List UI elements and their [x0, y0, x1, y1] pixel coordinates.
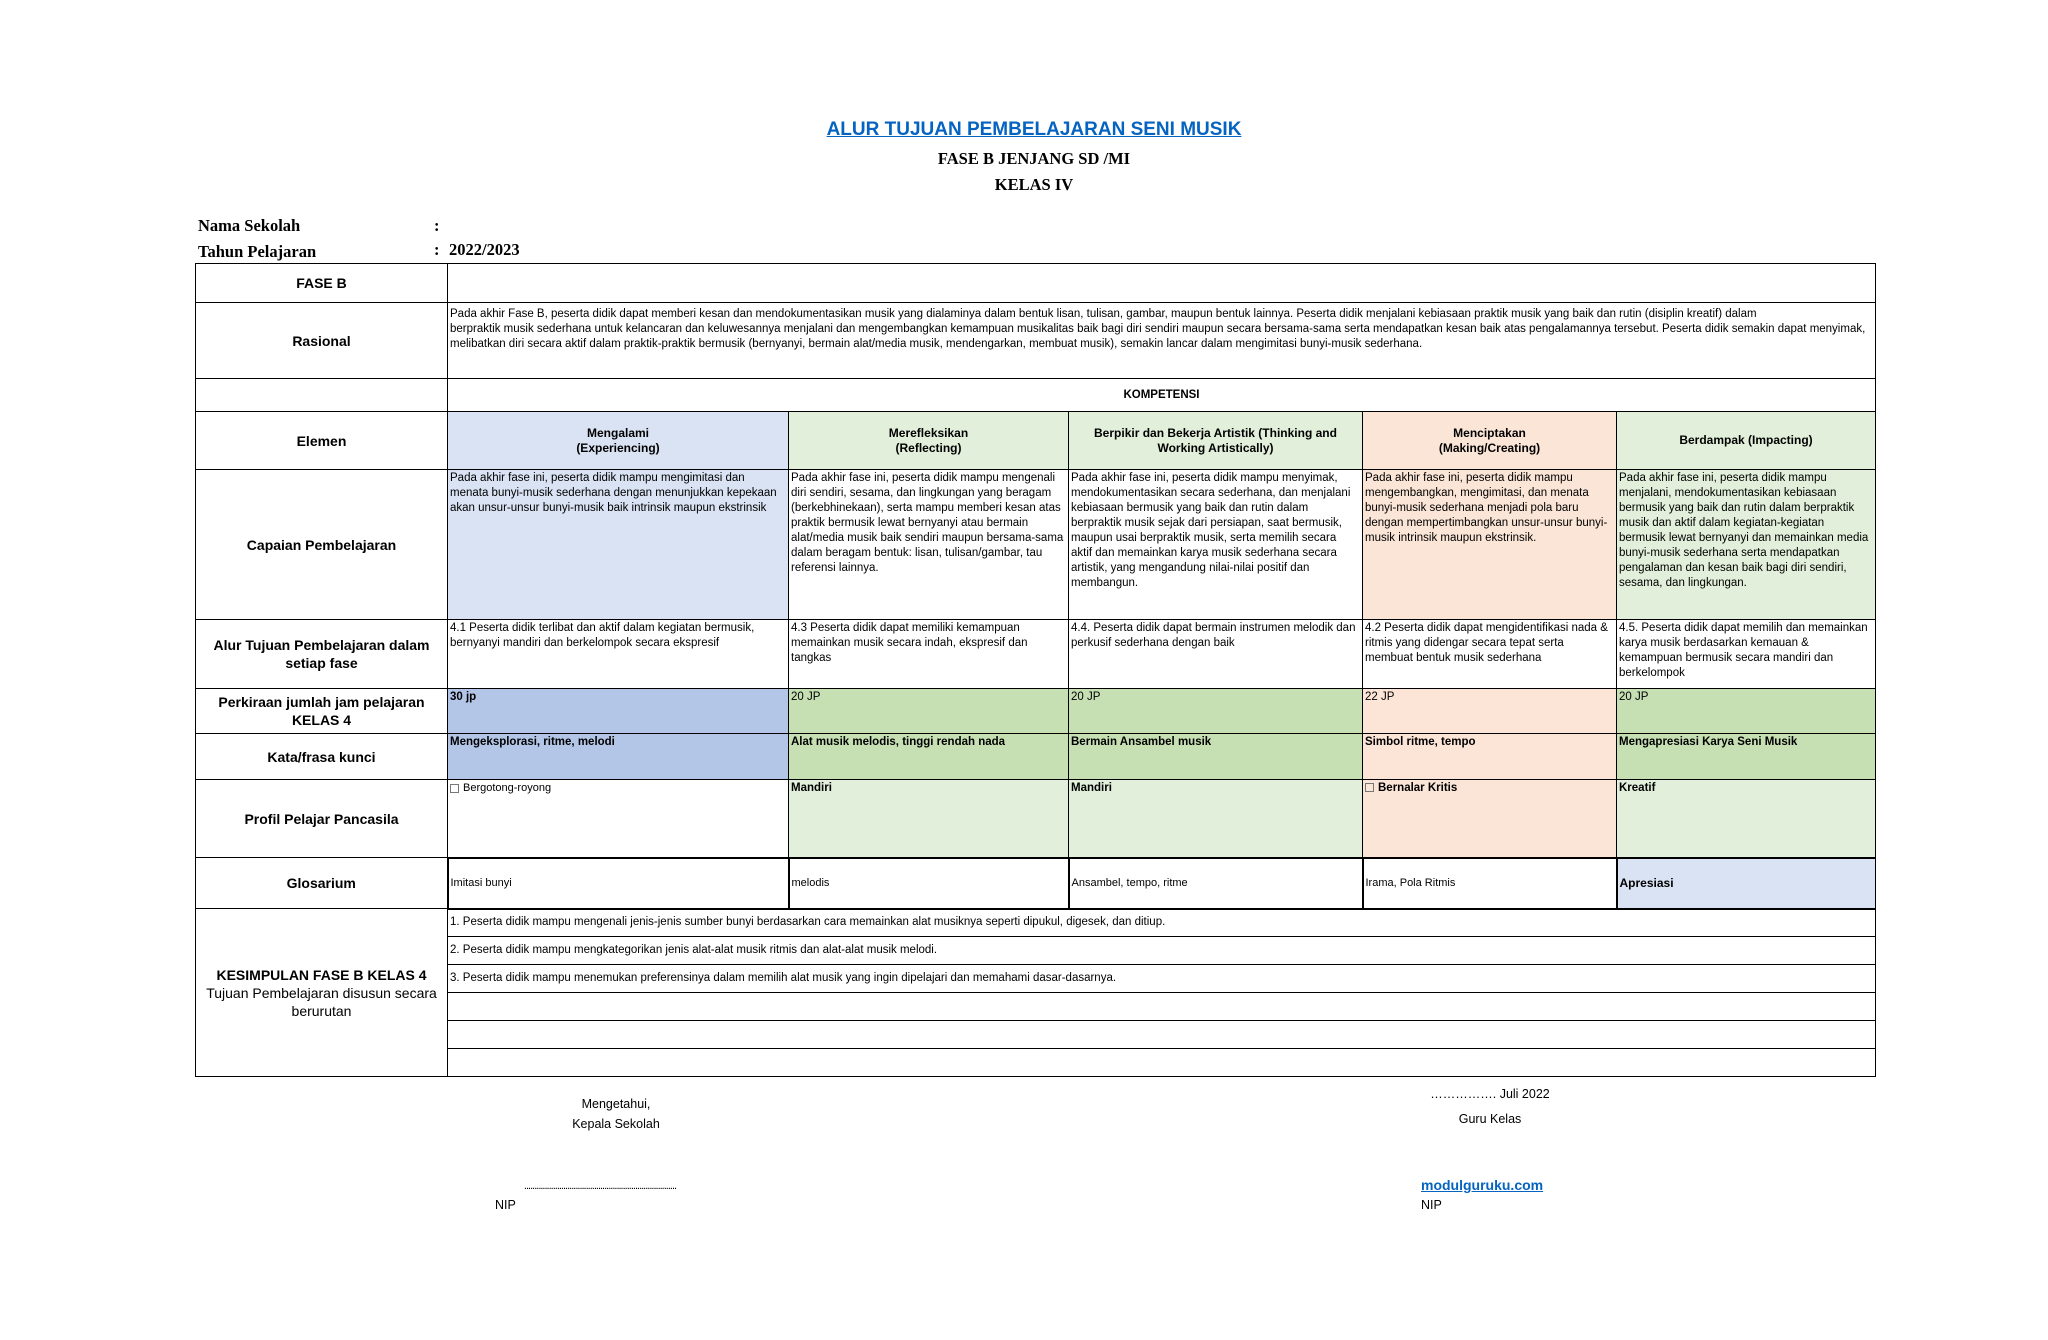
kesimpulan-title: KESIMPULAN FASE B KELAS 4	[216, 966, 427, 983]
page-subtitle-kelas: KELAS IV	[994, 175, 1074, 194]
modulguruku-link[interactable]: modulguruku.com	[1421, 1177, 1544, 1193]
kata-cell: Mengeksplorasi, ritme, melodi	[448, 734, 789, 780]
elemen-title: Mengalami	[586, 425, 649, 440]
year-colon: :	[434, 240, 440, 259]
alur-cell: 4.2 Peserta didik dapat mengidentifikasi nada & ritmis yang didengar secara tepat serta membuat bentuk musik sederhana	[1363, 620, 1617, 689]
year-value: 2022/2023	[449, 240, 520, 259]
elemen-subtitle: Working Artistically)	[1157, 440, 1274, 455]
capaian-cell: Pada akhir fase ini, peserta didik mampu mengembangkan, mengimitasi, dan menata bunyi-musik sederhana menjadi pola baru dengan mempertimbangkan unsur-unsur bunyi-musik intrinsik maupun ekstrinsik.	[1363, 470, 1617, 620]
row-fase	[196, 264, 1876, 303]
signature-left-line1: Mengetahui,	[581, 1097, 651, 1111]
kesimpulan-item	[448, 993, 1876, 1021]
glosarium-cell: Imitasi bunyi	[448, 858, 789, 909]
row-kesimpulan	[196, 909, 1876, 937]
capaian-cell: Pada akhir fase ini, peserta didik mampu mengenali diri sendiri, sesama, dan lingkungan yang beragam (berkebhinekaan), serta mampu memberi kesan atas praktik bermusik lewat bernyanyi atau bermain alat/media musik baik sendiri maupun bersama-sama dalam beragam bentuk: lisan, tulisan/gambar, tau referensi lainnya.	[789, 470, 1069, 620]
kesimpulan-label	[196, 909, 448, 1077]
jam-cell: 20 JP	[1617, 689, 1876, 734]
elemen-subtitle: (Reflecting)	[895, 440, 962, 455]
kompetensi-label: KOMPETENSI	[448, 379, 1876, 412]
kesimpulan-item: 3. Peserta didik mampu menemukan preferensinya dalam memilih alat musik yang ingin dipelajari dan memahami dasar-dasarnya.	[448, 965, 1876, 993]
row-rasional	[196, 303, 1876, 379]
row-elemen	[196, 412, 1876, 470]
elemen-title: Berdampak (Impacting)	[1679, 433, 1813, 447]
row-jam	[196, 689, 1876, 734]
glosarium-cell: Apresiasi	[1617, 858, 1876, 909]
kesimpulan-item	[448, 1021, 1876, 1049]
glosarium-cell: Irama, Pola Ritmis	[1363, 858, 1617, 909]
row-kata	[196, 734, 1876, 780]
fase-value	[448, 264, 1876, 303]
signature-left-dots: ..........................................................................	[523, 1180, 677, 1192]
jam-label: Perkiraan jumlah jam pelajaran KELAS 4	[196, 689, 448, 734]
rasional-cell	[448, 303, 1876, 379]
elemen-title: Berpikir dan Bekerja Artistik (Thinking and	[1094, 425, 1337, 440]
year-label: Tahun Pelajaran	[198, 242, 317, 261]
capaian-label: Capaian Pembelajaran	[196, 470, 448, 620]
signature-left-nip: NIP	[495, 1198, 516, 1212]
rasional-text-1: Pada akhir Fase B, peserta didik dapat memberi kesan dan mendokumentasikan musik yang dialaminya dalam bentuk lisan, tulisan, gambar, maupun bentuk lainnya. Peserta didik menjalani kebiasaan praktik musik yang baik dan rutin (disiplin kreatif) dalam	[450, 308, 1757, 320]
school-colon: :	[434, 216, 440, 235]
profil-value: Bernalar Kritis	[1378, 782, 1458, 794]
elemen-header	[789, 412, 1069, 470]
profil-cell: Kreatif	[1617, 780, 1876, 858]
elemen-title: Menciptakan	[1453, 425, 1526, 440]
elemen-header	[1617, 412, 1876, 470]
row-alur	[196, 620, 1876, 689]
alur-cell: 4.3 Peserta didik dapat memiliki kemampuan memainkan musik secara indah, ekspresif dan tangkas	[789, 620, 1069, 689]
jam-cell: 20 JP	[1069, 689, 1363, 734]
row-kesimpulan	[196, 1049, 1876, 1077]
kata-cell: Bermain Ansambel musik	[1069, 734, 1363, 780]
elemen-subtitle: (Experiencing)	[576, 440, 660, 455]
kata-label: Kata/frasa kunci	[196, 734, 448, 780]
capaian-cell: Pada akhir fase ini, peserta didik mampu menyimak, mendokumentasikan secara sederhana, dan menjalani kebiasaan bermusik yang baik dan rutin dalam berpraktik musik sejak dari persiapan, saat bermusik, maupun usai berpraktik musik, serta memilih secara aktif dan memainkan karya musik sederhana secara artistik, yang mengandung nilai-nilai positif dan membangun.	[1069, 470, 1363, 620]
page-title: ALUR TUJUAN PEMBELAJARAN SENI MUSIK	[826, 119, 1242, 140]
capaian-cell: Pada akhir fase ini, peserta didik mampu mengimitasi dan menata bunyi-musik sederhana dengan menunjukkan kepekaan akan unsur-unsur bunyi-musik baik intrinsik maupun ekstrinsik	[448, 470, 789, 620]
glosarium-cell: melodis	[789, 858, 1069, 909]
signature-left-line2: Kepala Sekolah	[572, 1117, 660, 1131]
alur-cell: 4.4. Peserta didik dapat bermain instrumen melodik dan perkusif sederhana dengan baik	[1069, 620, 1363, 689]
signature-right-date: ……………. Juli 2022	[1430, 1087, 1550, 1101]
elemen-title: Merefleksikan	[888, 425, 969, 440]
kesimpulan-item	[448, 1049, 1876, 1077]
kesimpulan-subtitle: Tujuan Pembelajaran disusun secara berurutan	[206, 984, 437, 1019]
elemen-label: Elemen	[196, 412, 448, 470]
fase-label: FASE B	[196, 264, 448, 303]
row-kesimpulan	[196, 993, 1876, 1021]
row-kesimpulan	[196, 937, 1876, 965]
profil-cell	[448, 780, 789, 858]
rasional-label: Rasional	[196, 303, 448, 379]
profil-cell: Mandiri	[789, 780, 1069, 858]
profil-cell	[1363, 780, 1617, 858]
alur-label: Alur Tujuan Pembelajaran dalam setiap fase	[196, 620, 448, 689]
atp-table	[195, 263, 1876, 1077]
capaian-cell: Pada akhir fase ini, peserta didik mampu menjalani, mendokumentasikan kebiasaan bermusik yang baik dan rutin dalam berpraktik musik dan aktif dalam kegiatan-kegiatan bermusik lewat bernyanyi dan memainkan media bunyi-musik sederhana serta mendapatkan pengalaman dan kesan baik bagi diri sendiri, sesama, dan lingkungan.	[1617, 470, 1876, 620]
row-glosarium	[196, 858, 1876, 909]
kesimpulan-item: 1. Peserta didik mampu mengenali jenis-jenis sumber bunyi berdasarkan cara memainkan alat musiknya seperti dipukul, digesek, dan ditiup.	[448, 909, 1876, 937]
school-label: Nama Sekolah	[198, 216, 301, 235]
elemen-header	[448, 412, 789, 470]
jam-cell: 30 jp	[448, 689, 789, 734]
glosarium-label: Glosarium	[196, 858, 448, 909]
profil-value: Bergotong-royong	[463, 782, 552, 794]
rasional-text-2: berpraktik musik sederhana untuk kelancaran dan keluwesannya menjalani dan mengembangkan kemampuan musikalitas baik bagi diri sendiri maupun secara bersama-sama serta mendapatkan kesan baik atas pengalamannya tersebut. Peserta didik semakin dapat menyimak, melibatkan diri secara aktif dalam praktik-praktik bermusik (bernyanyi, bermain alat/media musik, mendengarkan, membuat musik), semakin lancar dalam mengimitasi bunyi-musik sederhana.	[450, 323, 1866, 350]
elemen-subtitle: (Making/Creating)	[1438, 440, 1541, 455]
glosarium-cell: Ansambel, tempo, ritme	[1069, 858, 1363, 909]
row-profil	[196, 780, 1876, 858]
kata-cell: Simbol ritme, tempo	[1363, 734, 1617, 780]
kata-cell: Mengapresiasi Karya Seni Musik	[1617, 734, 1876, 780]
alur-cell: 4.5. Peserta didik dapat memilih dan memainkan karya musik berdasarkan kemauan & kemampuan bermusik secara mandiri dan berkelompok	[1617, 620, 1876, 689]
kata-cell: Alat musik melodis, tinggi rendah nada	[789, 734, 1069, 780]
jam-cell: 20 JP	[789, 689, 1069, 734]
profil-cell: Mandiri	[1069, 780, 1363, 858]
row-kompetensi	[196, 379, 1876, 412]
signature-right-role: Guru Kelas	[1458, 1112, 1522, 1126]
row-kesimpulan	[196, 1021, 1876, 1049]
elemen-header	[1069, 412, 1363, 470]
row-capaian	[196, 470, 1876, 620]
jam-cell: 22 JP	[1363, 689, 1617, 734]
checkbox-icon	[450, 784, 459, 793]
row-kesimpulan	[196, 965, 1876, 993]
kompetensi-empty	[196, 379, 448, 412]
profil-label: Profil Pelajar Pancasila	[196, 780, 448, 858]
page-subtitle-fase: FASE B JENJANG SD /MI	[937, 149, 1131, 168]
kesimpulan-item: 2. Peserta didik mampu mengkategorikan jenis alat-alat musik ritmis dan alat-alat musik melodi.	[448, 937, 1876, 965]
alur-cell: 4.1 Peserta didik terlibat dan aktif dalam kegiatan bermusik, bernyanyi mandiri dan berkelompok secara ekspresif	[448, 620, 789, 689]
elemen-header	[1363, 412, 1617, 470]
checkbox-icon	[1365, 783, 1374, 792]
signature-right-nip: NIP	[1421, 1198, 1442, 1212]
